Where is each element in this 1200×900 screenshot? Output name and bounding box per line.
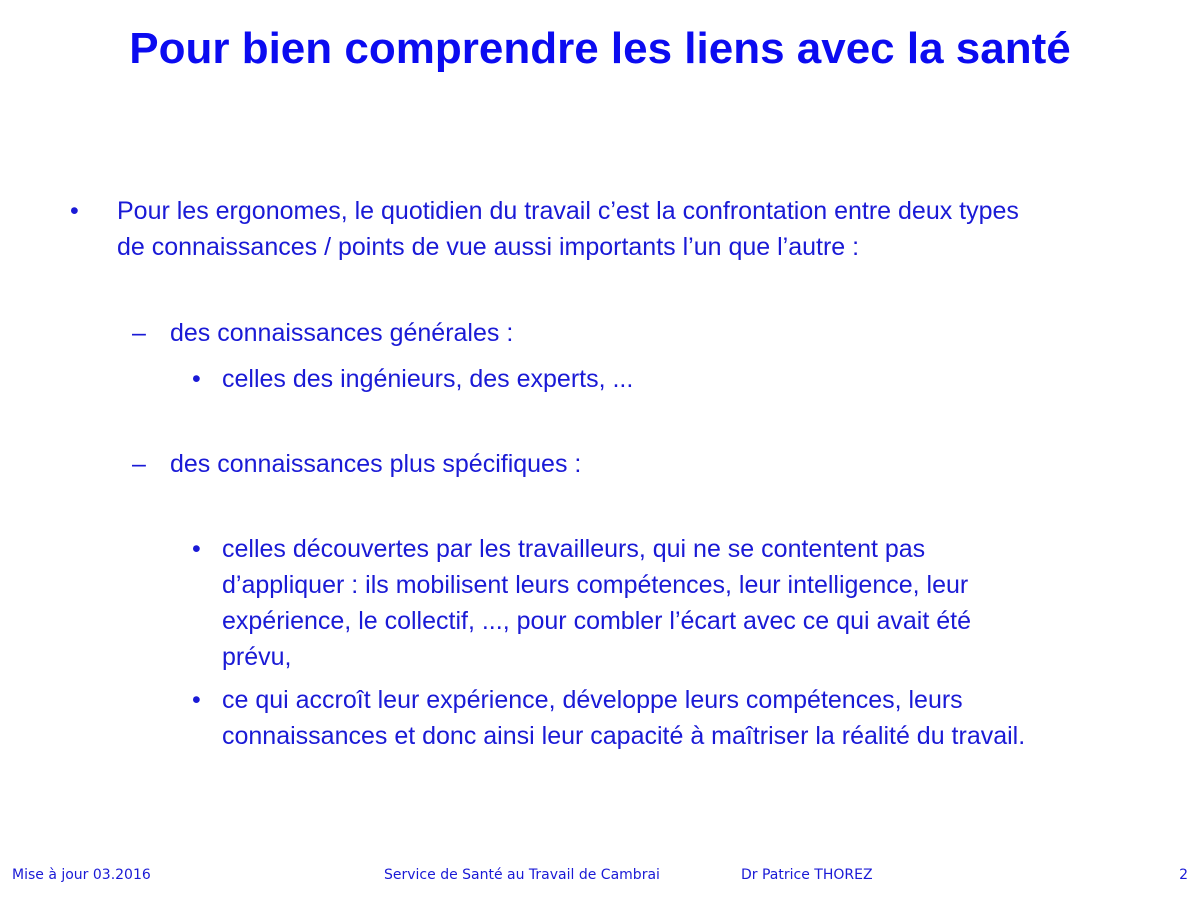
sub1-item-1-marker: • xyxy=(192,365,201,393)
bullet-main-line-1: Pour les ergonomes, le quotidien du travail c’est la confrontation entre deux types xyxy=(117,197,1019,225)
sub2-dash: – xyxy=(132,450,146,478)
sub1-item-1-text: celles des ingénieurs, des experts, ... xyxy=(222,365,634,393)
sub2-item-2-marker: • xyxy=(192,686,201,714)
sub2-item-2-line-2: connaissances et donc ainsi leur capacité à maîtriser la réalité du travail. xyxy=(222,722,1026,750)
footer-service: Service de Santé au Travail de Cambrai xyxy=(384,867,660,883)
sub2-item-1-line-3: expérience, le collectif, ..., pour combler l’écart avec ce qui avait été xyxy=(222,607,971,635)
footer-author: Dr Patrice THOREZ xyxy=(741,867,873,883)
sub2-item-1-line-1: celles découvertes par les travailleurs, qui ne se contentent pas xyxy=(222,535,926,563)
sub2-item-1-marker: • xyxy=(192,535,201,563)
sub1-dash: – xyxy=(132,319,146,347)
bullet-main-line-2: de connaissances / points de vue aussi importants l’un que l’autre : xyxy=(117,233,860,261)
bullet-main-marker: • xyxy=(70,197,79,225)
sub2-item-1-line-4: prévu, xyxy=(222,643,292,671)
slide-title: Pour bien comprendre les liens avec la santé xyxy=(129,24,1071,73)
footer-update-date: Mise à jour 03.2016 xyxy=(12,867,151,883)
sub2-item-2-line-1: ce qui accroît leur expérience, développe leurs compétences, leurs xyxy=(222,686,963,714)
sub2-item-1-line-2: d’appliquer : ils mobilisent leurs compétences, leur intelligence, leur xyxy=(222,571,969,599)
footer-page-number: 2 xyxy=(1179,867,1188,883)
sub2-text: des connaissances plus spécifiques : xyxy=(170,450,582,478)
sub1-text: des connaissances générales : xyxy=(170,319,514,347)
